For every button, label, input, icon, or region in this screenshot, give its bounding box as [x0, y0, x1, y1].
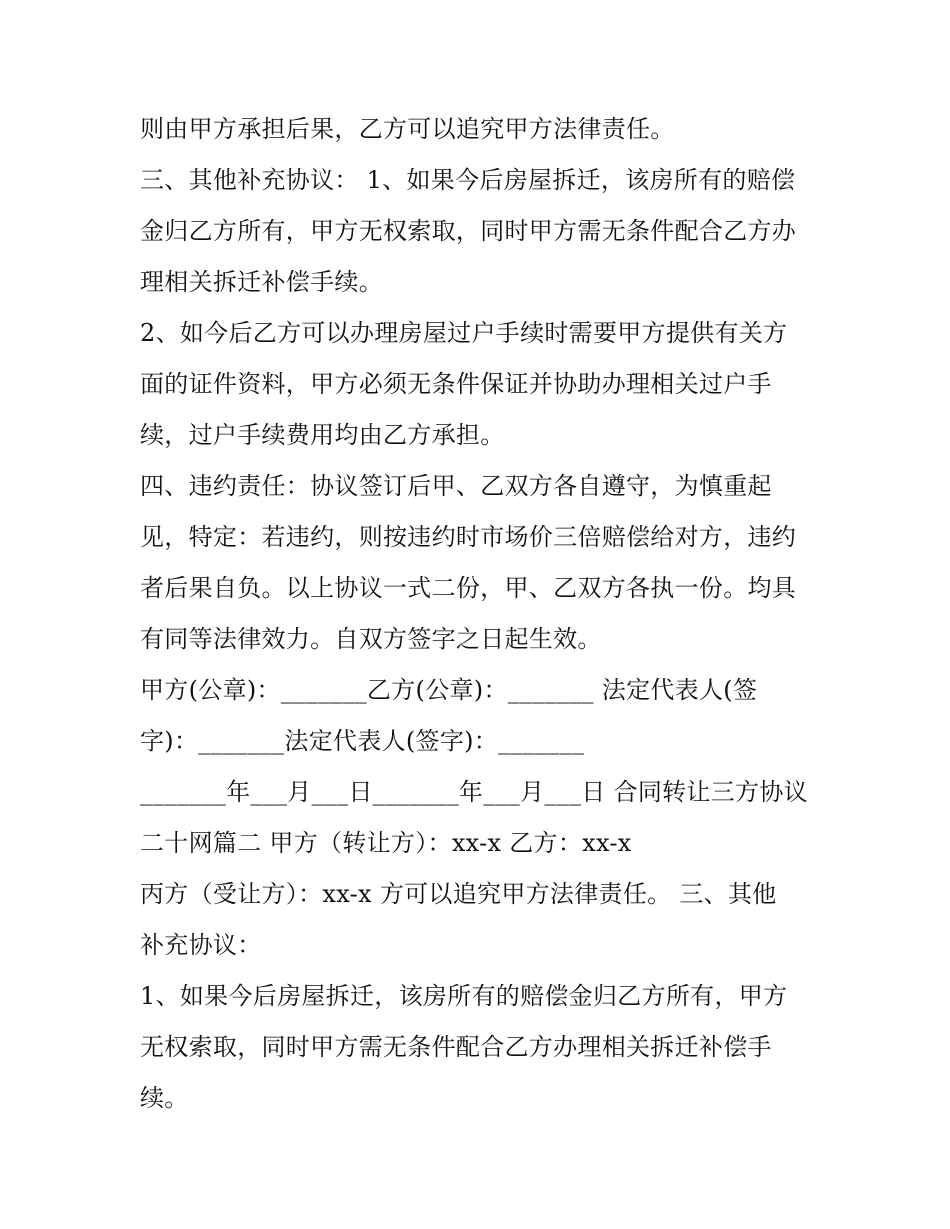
date-line: _______年___月___日_______年___月___日 合同转让三方协议 — [140, 778, 808, 806]
text-line: 金归乙方所有，甲方无权索取，同时甲方需无条件配合乙方办 — [140, 217, 797, 245]
text-line: 见，特定：若违约，则按违约时市场价三倍赔偿给对方，违约 — [140, 523, 797, 551]
document-body — [140, 104, 820, 1124]
text-line: 丙方（受让方）：xx-x 方可以追究甲方法律责任。 三、其他 — [140, 880, 777, 908]
text-line: 者后果自负。以上协议一式二份，甲、乙双方各执一份。均具 — [140, 574, 797, 602]
text-line: 则由甲方承担后果，乙方可以追究甲方法律责任。 — [140, 115, 675, 143]
text-line: 续。 — [140, 1084, 189, 1112]
text-line: 四、违约责任：协议签订后甲、乙双方各自遵守，为慎重起 — [140, 472, 772, 500]
text-line: 续，过户手续费用均由乙方承担。 — [140, 421, 505, 449]
text-line: 1、如果今后房屋拆迁，该房所有的赔偿金归乙方所有，甲方 — [140, 982, 788, 1010]
text-line: 2、如今后乙方可以办理房屋过户手续时需要甲方提供有关方 — [140, 319, 788, 347]
text-line: 三、其他补充协议： 1、如果今后房屋拆迁，该房所有的赔偿 — [140, 166, 796, 194]
signature-line: 字)：_______法定代表人(签字)：_______ — [140, 727, 585, 755]
text-line: 理相关拆迁补偿手续。 — [140, 268, 383, 296]
text-line: 二十网篇二 甲方（转让方）：xx-x 乙方：xx-x — [140, 829, 632, 857]
signature-line: 甲方(公章)：_______乙方(公章)：_______ 法定代表人(签 — [140, 676, 758, 704]
text-line: 有同等法律效力。自双方签字之日起生效。 — [140, 625, 602, 653]
text-line: 无权索取，同时甲方需无条件配合乙方办理相关拆迁补偿手 — [140, 1033, 772, 1061]
text-line: 补充协议： — [140, 931, 262, 959]
text-line: 面的证件资料，甲方必须无条件保证并协助办理相关过户手 — [140, 370, 772, 398]
